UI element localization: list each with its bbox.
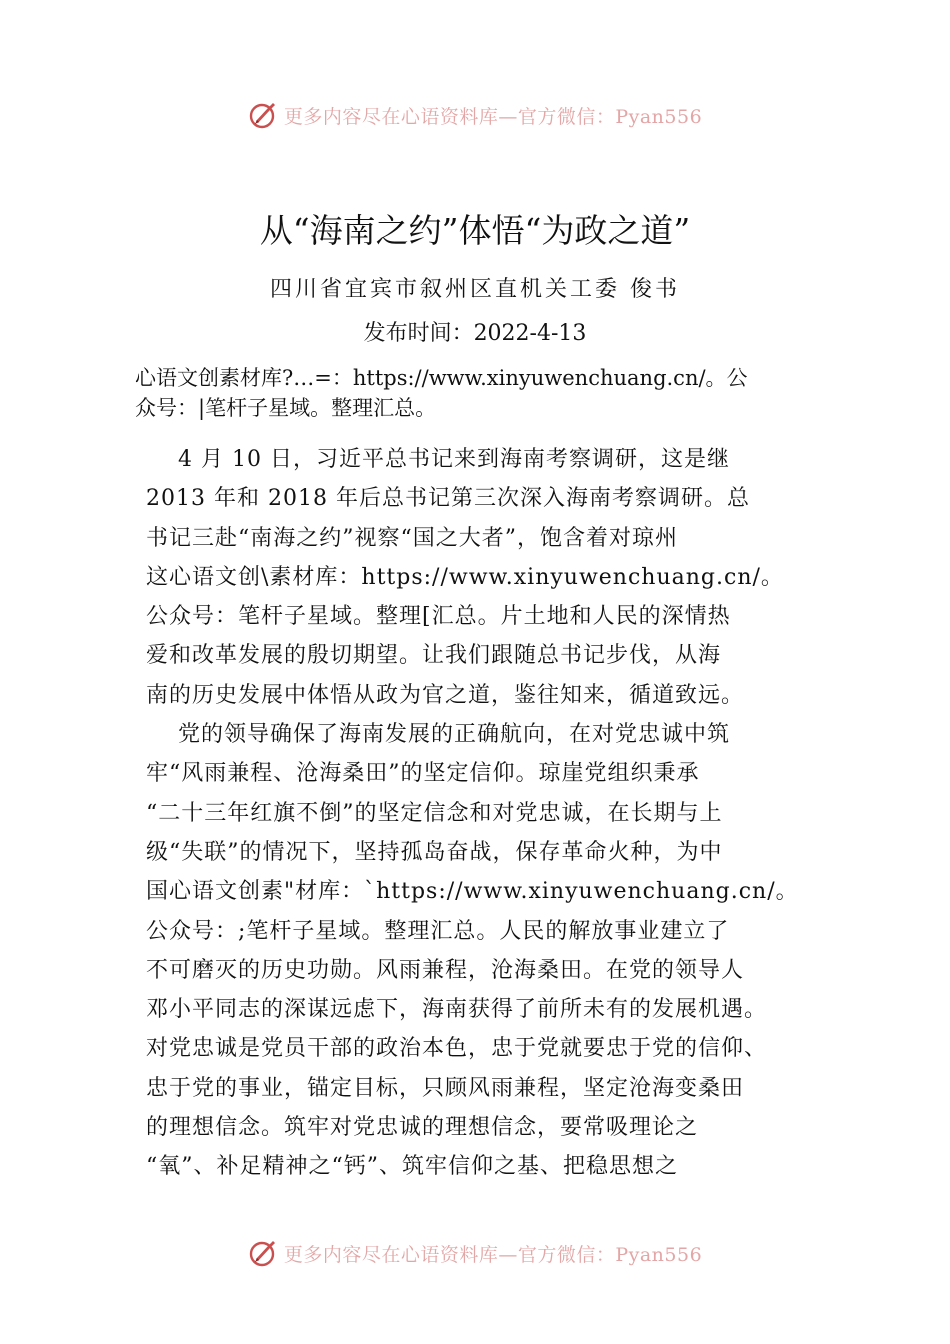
note-line: 众号：|笔杆子星域。整理汇总。: [135, 396, 437, 420]
body-line: 南的历史发展中体悟从政为官之道，鉴往知来，循道致远。: [146, 682, 745, 708]
footer-banner-text: 更多内容尽在心语资料库—官方微信：Pyan556: [283, 1243, 703, 1266]
body-line: 国心语文创素"材库：`https://www.xinyuwenchuang.cn/。: [146, 879, 799, 905]
body-line: 2013 年和 2018 年后总书记第三次深入海南考察调研。总: [146, 486, 750, 512]
article-title: 从“海南之约”体悟“为政之道”: [259, 211, 691, 250]
body-line: 不可磨灭的历史功勋。风雨兼程，沧海桑田。在党的领导人: [146, 957, 745, 983]
body-line: 对党忠诚是党员干部的政治本色，忠于党就要忠于党的信仰、: [146, 1036, 768, 1062]
article-body: [146, 440, 846, 1187]
header-banner-text: 更多内容尽在心语资料库—官方微信：Pyan556: [283, 105, 703, 128]
body-line: 公众号：;笔杆子星域。整理汇总。人民的解放事业建立了: [146, 918, 730, 944]
header-banner: [0, 95, 950, 135]
body-line: 书记三赴“南海之约”视察“国之大者”，饱含着对琼州: [146, 525, 678, 551]
footer-banner: [0, 1233, 950, 1273]
pen-logo-icon: [248, 1237, 280, 1269]
body-line: 忠于党的事业，锚定目标，只顾风雨兼程，坚定沧海变桑田: [146, 1075, 745, 1101]
body-line: 党的领导确保了海南发展的正确航向，在对党忠诚中筑: [146, 722, 730, 748]
body-line: 这心语文创\素材库：https://www.xinyuwenchuang.cn/。: [146, 564, 784, 590]
article-author: 四川省宜宾市叙州区直机关工委 俊书: [270, 277, 680, 302]
publish-date: 发布时间：2022-4-13: [363, 321, 587, 346]
body-line: 牢“风雨兼程、沧海桑田”的坚定信仰。琼崖党组织秉承: [146, 761, 700, 787]
body-line: “氧”、补足精神之“钙”、筑牢信仰之基、把稳思想之: [146, 1154, 678, 1180]
body-line: 4 月 10 日，习近平总书记来到海南考察调研，这是继: [146, 447, 730, 472]
body-line: 级“失联”的情况下，坚持孤岛奋战，保存革命火种，为中: [146, 839, 723, 865]
body-line: 公众号：笔杆子星域。整理[汇总。片土地和人民的深情热: [146, 604, 731, 630]
pen-logo-icon: [248, 99, 280, 131]
note-line: 心语文创素材库?…=：https://www.xinyuwenchuang.cn/。公: [135, 366, 748, 390]
body-line: 爱和改革发展的殷切期望。让我们跟随总书记步伐，从海: [146, 643, 722, 669]
body-line: “二十三年红旗不倒”的坚定信念和对党忠诚，在长期与上: [146, 800, 723, 826]
source-note: [135, 363, 835, 423]
body-line: 邓小平同志的深谋远虑下，海南获得了前所未有的发展机遇。: [146, 997, 768, 1023]
body-line: 的理想信念。筑牢对党忠诚的理想信念，要常吸理论之: [146, 1115, 699, 1141]
